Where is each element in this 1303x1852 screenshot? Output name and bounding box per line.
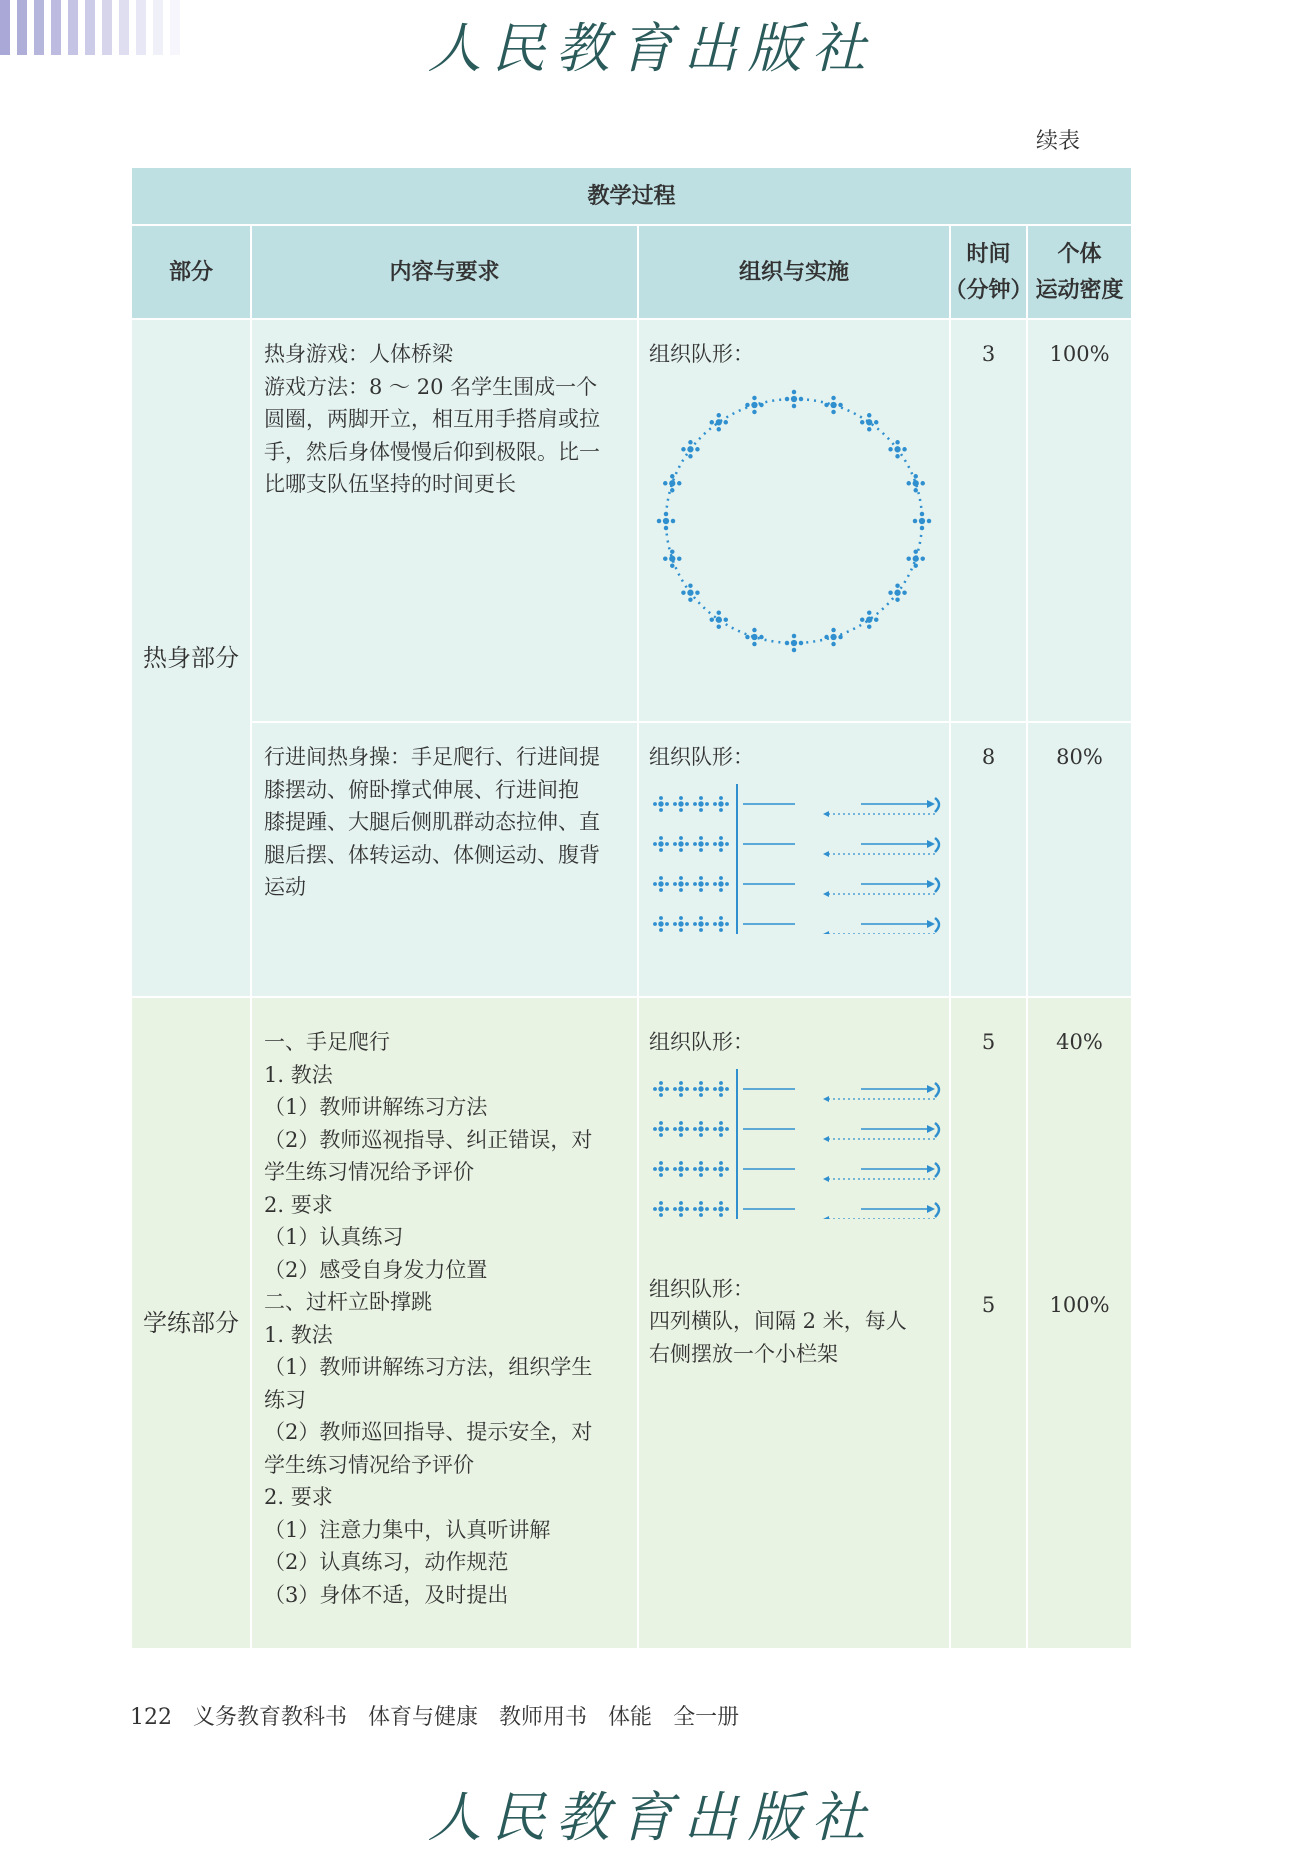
student-icon bbox=[693, 876, 709, 892]
part-training: 学练部分 bbox=[131, 997, 251, 1649]
student-icon bbox=[663, 474, 681, 492]
student-icon bbox=[653, 1081, 669, 1097]
org-label: 组织队形： bbox=[649, 745, 754, 769]
org-label: 组织队形： bbox=[649, 1030, 754, 1054]
student-icon bbox=[693, 796, 709, 812]
teaching-process-table bbox=[130, 166, 1133, 1650]
publisher-logo-bottom: 人民教育出版社 bbox=[427, 1786, 876, 1849]
circle-formation-figure bbox=[649, 371, 939, 671]
org-warmup-game bbox=[638, 319, 950, 722]
publisher-logo-top: 人民教育出版社 bbox=[427, 17, 876, 80]
student-icon bbox=[713, 836, 729, 852]
time-value: 3 bbox=[950, 319, 1027, 722]
page-footer bbox=[130, 1700, 739, 1731]
lane-formation-figure bbox=[649, 774, 949, 934]
student-icon bbox=[713, 1201, 729, 1217]
book-series: 义务教育教科书 bbox=[193, 1705, 348, 1730]
org-warmup-exercises bbox=[638, 722, 950, 997]
student-icon bbox=[713, 1161, 729, 1177]
student-icon bbox=[888, 583, 906, 601]
student-icon bbox=[673, 1161, 689, 1177]
student-icon bbox=[913, 511, 931, 529]
student-icon bbox=[681, 583, 699, 601]
student-icon bbox=[906, 474, 924, 492]
book-type: 教师用书 bbox=[499, 1705, 588, 1730]
student-icon bbox=[653, 1161, 669, 1177]
part-warmup: 热身部分 bbox=[131, 319, 251, 997]
student-icon bbox=[653, 836, 669, 852]
student-icon bbox=[860, 413, 878, 431]
student-icon bbox=[693, 916, 709, 932]
content-training: 一、手足爬行 1. 教法 （1）教师讲解练习方法 （2）教师巡视指导、纠正错误，对 学生练习情况给予评价 2. 要求 （1）认真练习 （2）感受自身发力位置 二、过杆立卧撑跳 1. 教法 （1）教师讲解练习方法，组织学生 练习 （2）教师巡回指导、提示安全，对 学生练习情况给予评价 2. 要求 （1）注意力集中，认真听讲解 （2）认真练习，动作规范 （3）身体不适，及时提出 bbox=[251, 997, 638, 1649]
student-icon bbox=[785, 389, 803, 407]
student-icon bbox=[745, 395, 763, 413]
student-icon bbox=[693, 1081, 709, 1097]
student-icon bbox=[785, 633, 803, 651]
time-value: 5 bbox=[981, 1292, 996, 1317]
book-edition: 全一册 bbox=[673, 1705, 740, 1730]
book-subject: 体育与健康 bbox=[368, 1705, 479, 1730]
org-label: 组织队形： bbox=[649, 342, 754, 366]
org-description: 右侧摆放一个小栏架 bbox=[649, 1341, 838, 1366]
student-icon bbox=[693, 1201, 709, 1217]
density-value: 80% bbox=[1027, 722, 1132, 997]
student-icon bbox=[663, 549, 681, 567]
content-warmup-game: 热身游戏：人体桥梁 游戏方法：8 ～ 20 名学生围成一个 圆圈，两脚开立，相互用手搭肩或拉 手，然后身体慢慢后仰到极限。比一 比哪支队伍坚持的时间更长 bbox=[251, 319, 638, 722]
student-icon bbox=[653, 1121, 669, 1137]
time-values bbox=[950, 997, 1027, 1649]
student-icon bbox=[673, 876, 689, 892]
density-value: 100% bbox=[1049, 1292, 1110, 1317]
student-icon bbox=[673, 916, 689, 932]
student-icon bbox=[888, 440, 906, 458]
time-value: 8 bbox=[950, 722, 1027, 997]
student-icon bbox=[860, 610, 878, 628]
student-icon bbox=[713, 796, 729, 812]
student-icon bbox=[693, 1161, 709, 1177]
student-icon bbox=[693, 836, 709, 852]
content-warmup-exercises: 行进间热身操：手足爬行、行进间提 膝摆动、俯卧撑式伸展、行进间抱 膝提踵、大腿后侧肌群动态拉伸、直 腿后摆、体转运动、体侧运动、腹背 运动 bbox=[251, 722, 638, 997]
student-icon bbox=[906, 549, 924, 567]
org-label: 组织队形： bbox=[649, 1276, 754, 1301]
header-density: 个体 运动密度 bbox=[1027, 225, 1132, 319]
student-icon bbox=[824, 395, 842, 413]
student-icon bbox=[710, 610, 728, 628]
student-icon bbox=[713, 1121, 729, 1137]
student-icon bbox=[673, 1081, 689, 1097]
student-icon bbox=[657, 511, 675, 529]
continued-label: 续表 bbox=[1036, 129, 1081, 154]
student-icon bbox=[673, 1121, 689, 1137]
student-icon bbox=[653, 916, 669, 932]
student-icon bbox=[713, 876, 729, 892]
student-icon bbox=[713, 916, 729, 932]
student-icon bbox=[653, 796, 669, 812]
org-description: 四列横队，间隔 2 米，每人 bbox=[649, 1309, 907, 1333]
header-time: 时间 （分钟） bbox=[950, 225, 1027, 319]
student-icon bbox=[745, 627, 763, 645]
table-title: 教学过程 bbox=[131, 167, 1132, 225]
student-icon bbox=[681, 440, 699, 458]
header-organization: 组织与实施 bbox=[638, 225, 950, 319]
book-volume: 体能 bbox=[608, 1705, 653, 1730]
page-number: 122 bbox=[130, 1705, 172, 1730]
density-value: 40% bbox=[1056, 1030, 1103, 1054]
time-value: 5 bbox=[981, 1030, 996, 1054]
student-icon bbox=[693, 1121, 709, 1137]
student-icon bbox=[653, 876, 669, 892]
student-icon bbox=[673, 1201, 689, 1217]
student-icon bbox=[713, 1081, 729, 1097]
student-icon bbox=[673, 796, 689, 812]
density-values bbox=[1027, 997, 1132, 1649]
density-value: 100% bbox=[1027, 319, 1132, 722]
student-icon bbox=[653, 1201, 669, 1217]
header-part: 部分 bbox=[131, 225, 251, 319]
student-icon bbox=[824, 627, 842, 645]
student-icon bbox=[673, 836, 689, 852]
header-content: 内容与要求 bbox=[251, 225, 638, 319]
org-training bbox=[638, 997, 950, 1649]
student-icon bbox=[710, 413, 728, 431]
lane-formation-figure bbox=[649, 1059, 949, 1219]
